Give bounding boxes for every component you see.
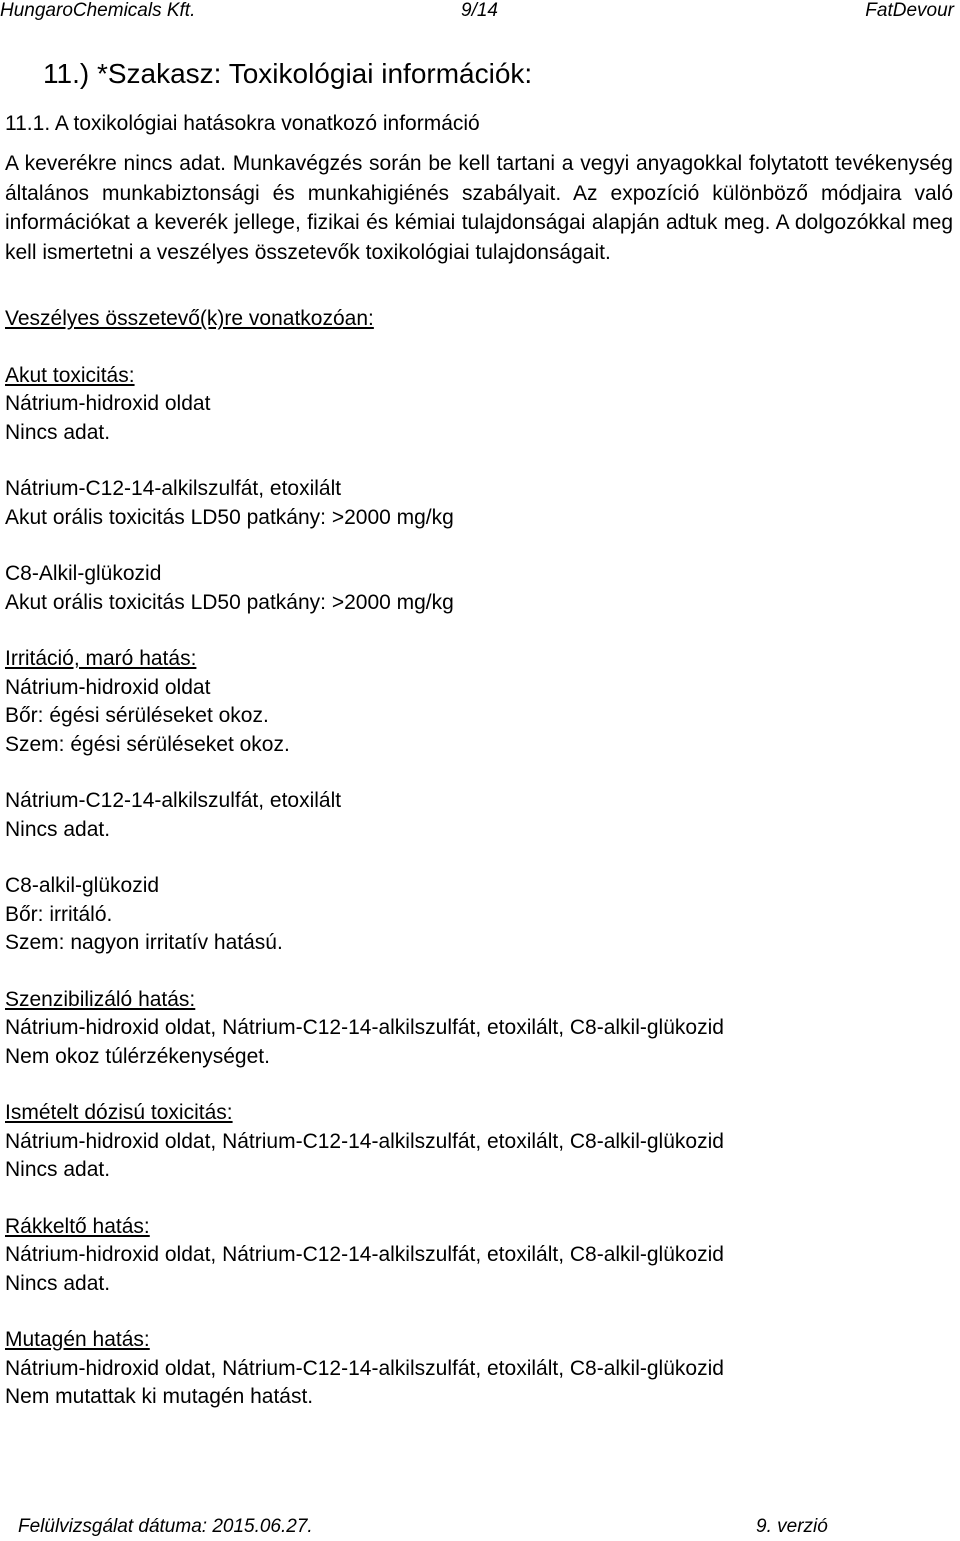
section-subtitle: 11.1. A toxikológiai hatásokra vonatkozó információ xyxy=(5,112,480,135)
carcinogenic-heading: Rákkeltő hatás: xyxy=(5,1214,150,1238)
toxicology-content xyxy=(5,305,955,1412)
spacer xyxy=(5,334,955,362)
substance-name: Nátrium-hidroxid oldat xyxy=(5,675,211,699)
company-name: HungaroChemicals Kft. xyxy=(0,0,196,21)
substance-result: Akut orális toxicitás LD50 patkány: >2000 mg/kg xyxy=(5,590,454,614)
repeated-dose-heading: Ismételt dózisú toxicitás: xyxy=(5,1101,233,1124)
mutagenic-heading: Mutagén hatás: xyxy=(5,1328,150,1351)
substance-name: C8-alkil-glükozid xyxy=(5,874,160,897)
substance-result: Szem: nagyon irritatív hatású. xyxy=(5,931,283,954)
revision-date: Felülvizsgálat dátuma: 2015.06.27. xyxy=(18,1516,313,1537)
substance-result: Nem mutattak ki mutagén hatást. xyxy=(5,1385,314,1408)
section-title: 11.) *Szakasz: Toxikológiai információk: xyxy=(43,58,533,89)
spacer xyxy=(5,1185,955,1213)
substance-name: Nátrium-C12-14-alkilszulfát, etoxilált xyxy=(5,477,342,500)
substance-result: Nem okoz túlérzékenységet. xyxy=(5,1044,270,1068)
acute-heading: Akut toxicitás: xyxy=(5,363,135,387)
substance-result: Szem: égési sérüléseket okoz. xyxy=(5,732,290,756)
substance-result: Nincs adat. xyxy=(5,817,111,841)
substance-name: Nátrium-hidroxid oldat xyxy=(5,392,211,415)
page-header xyxy=(0,0,960,26)
page-number: 9/14 xyxy=(461,0,498,21)
substance-result: Nincs adat. xyxy=(5,1158,111,1181)
spacer xyxy=(5,1298,955,1326)
spacer xyxy=(5,617,955,645)
irritation-heading: Irritáció, maró hatás: xyxy=(5,647,197,670)
substance-name: C8-Alkil-glükozid xyxy=(5,562,162,585)
substance-list: Nátrium-hidroxid oldat, Nátrium-C12-14-alkilszulfát, etoxilált, C8-alkil-glükozid xyxy=(5,1129,724,1153)
spacer xyxy=(5,844,955,872)
intro-paragraph: A keverékre nincs adat. Munkavégzés során be kell tartani a vegyi anyagokkal folytatott tevékenység általános munkabiztonsági és munkahigiénés szabályait. Az expozíció különböző módjaira való információkat a keverék jellege, fizikai és kémiai tulajdonságai alapján adtuk meg. A dolgozókkal meg kell ismertetni a veszélyes összetevők toxikológiai tulajdonságait. xyxy=(5,152,953,264)
version-label: 9. verzió xyxy=(756,1516,828,1537)
substance-result: Bőr: irritáló. xyxy=(5,902,113,926)
substance-result: Nincs adat. xyxy=(5,1271,111,1295)
spacer xyxy=(5,1071,955,1099)
components-heading: Veszélyes összetevő(k)re vonatkozóan: xyxy=(5,307,374,330)
product-name: FatDevour xyxy=(865,0,954,21)
substance-name: Nátrium-C12-14-alkilszulfát, etoxilált xyxy=(5,789,342,812)
substance-list: Nátrium-hidroxid oldat, Nátrium-C12-14-alkilszulfát, etoxilált, C8-alkil-glükozid xyxy=(5,1243,724,1266)
substance-list: Nátrium-hidroxid oldat, Nátrium-C12-14-alkilszulfát, etoxilált, C8-alkil-glükozid xyxy=(5,1016,724,1039)
spacer xyxy=(5,958,955,986)
spacer xyxy=(5,447,955,475)
spacer xyxy=(5,532,955,560)
page-footer xyxy=(0,1516,960,1541)
substance-result: Akut orális toxicitás LD50 patkány: >2000 mg/kg xyxy=(5,505,454,529)
substance-result: Bőr: égési sérüléseket okoz. xyxy=(5,704,269,727)
spacer xyxy=(5,759,955,787)
substance-result: Nincs adat. xyxy=(5,420,111,444)
substance-list: Nátrium-hidroxid oldat, Nátrium-C12-14-alkilszulfát, etoxilált, C8-alkil-glükozid xyxy=(5,1356,724,1380)
sensitization-heading: Szenzibilizáló hatás: xyxy=(5,987,196,1011)
